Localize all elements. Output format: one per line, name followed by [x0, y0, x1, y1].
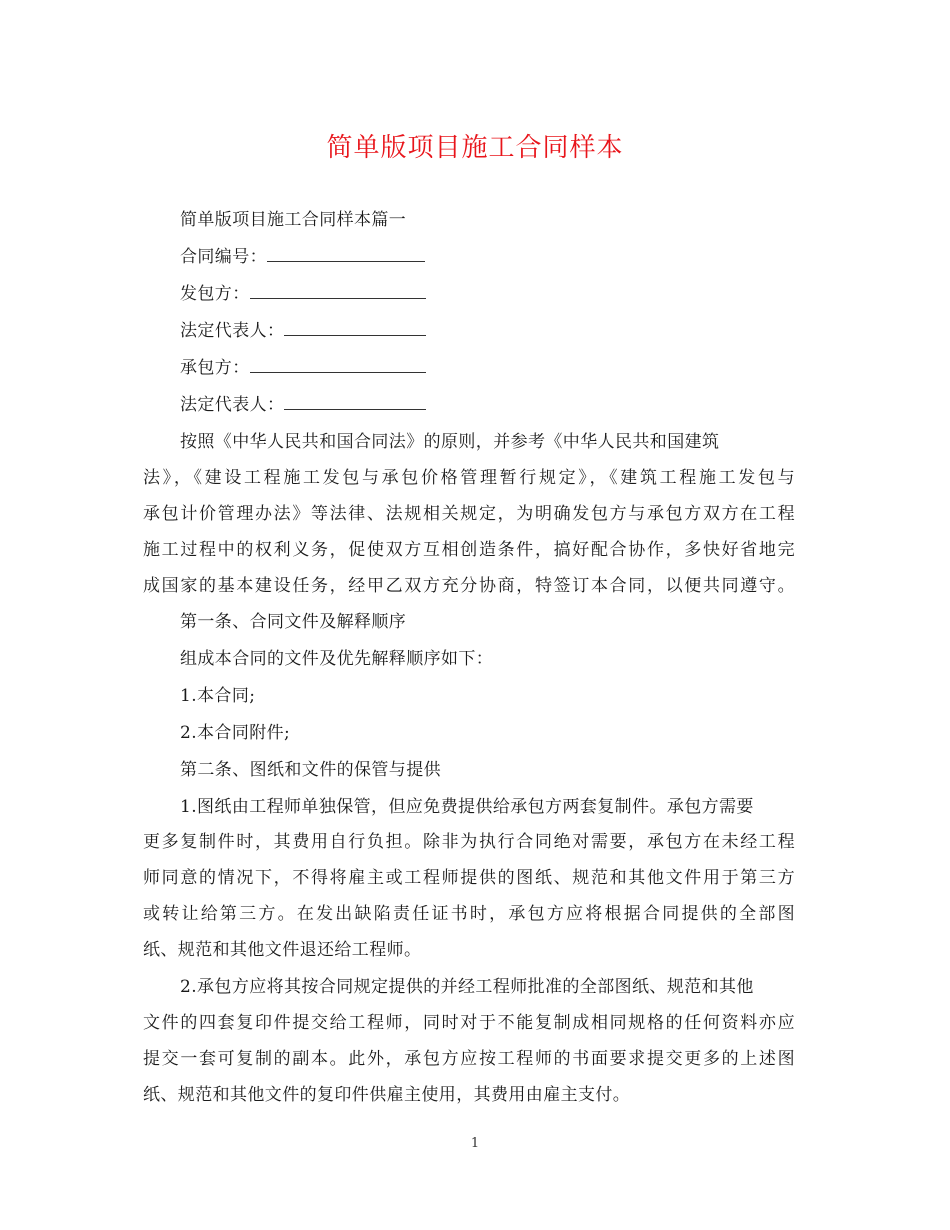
- field-blank: [284, 395, 426, 410]
- article-1-item: 1.本合同;: [180, 686, 256, 706]
- field-employer-representative: [180, 319, 426, 343]
- field-label: 法定代表人：: [180, 321, 285, 341]
- field-employer: [180, 282, 426, 306]
- field-label: 法定代表人：: [180, 395, 285, 415]
- preamble-line: 按照《中华人民共和国合同法》的原则，并参考《中华人民共和国建筑: [180, 432, 720, 452]
- article-2-para-1-line: 更多复制件时，其费用自行负担。除非为执行合同绝对需要，承包方在未经工程: [143, 832, 795, 852]
- document-title: 简单版项目施工合同样本: [326, 133, 624, 163]
- article-1-intro: 组成本合同的文件及优先解释顺序如下：: [180, 649, 494, 669]
- field-label: 承包方：: [180, 358, 250, 378]
- article-2-para-1-line: 或转让给第三方。在发出缺陷责任证书时，承包方应将根据合同提供的全部图: [143, 904, 795, 924]
- preamble-line: 成国家的基本建设任务，经甲乙双方充分协商，特签订本合同，以便共同遵守。: [143, 576, 795, 596]
- article-1-heading: 第一条、合同文件及解释顺序: [180, 612, 407, 632]
- article-2-para-2-line: 提交一套可复制的副本。此外，承包方应按工程师的书面要求提交更多的上述图: [143, 1049, 795, 1069]
- field-blank: [250, 358, 426, 373]
- article-2-para-1-line: 1.图纸由工程师单独保管，但应免费提供给承包方两套复制件。承包方需要: [180, 797, 754, 817]
- article-1-item: 2.本合同附件;: [180, 723, 291, 743]
- field-contractor: [180, 356, 426, 380]
- preamble-line: 承包计价管理办法》等法律、法规相关规定，为明确发包方与承包方双方在工程: [143, 504, 795, 524]
- article-2-para-1-line: 纸、规范和其他文件退还给工程师。: [143, 940, 422, 960]
- field-label: 发包方：: [180, 284, 250, 304]
- field-contract-number: [180, 245, 425, 269]
- article-2-para-2-line: 纸、规范和其他文件的复印件供雇主使用，其费用由雇主支付。: [143, 1085, 631, 1105]
- field-blank: [284, 321, 426, 336]
- article-2-para-1-line: 师同意的情况下，不得将雇主或工程师提供的图纸、规范和其他文件用于第三方: [143, 868, 795, 888]
- field-label: 合同编号：: [180, 247, 267, 267]
- field-contractor-representative: [180, 393, 426, 417]
- article-2-para-2-line: 文件的四套复印件提交给工程师，同时对于不能复制成相同规格的任何资料亦应: [143, 1013, 795, 1033]
- document-subtitle: 简单版项目施工合同样本篇一: [180, 210, 407, 230]
- field-blank: [250, 284, 426, 299]
- preamble-line: 法》，《建设工程施工发包与承包价格管理暂行规定》，《建筑工程施工发包与: [143, 468, 795, 488]
- article-2-heading: 第二条、图纸和文件的保管与提供: [180, 760, 441, 780]
- preamble-line: 施工过程中的权利义务，促使双方互相创造条件，搞好配合协作，多快好省地完: [143, 540, 795, 560]
- field-blank: [267, 247, 425, 262]
- article-2-para-2-line: 2.承包方应将其按合同规定提供的并经工程师批准的全部图纸、规范和其他: [180, 977, 754, 997]
- page-number: 1: [470, 1136, 480, 1151]
